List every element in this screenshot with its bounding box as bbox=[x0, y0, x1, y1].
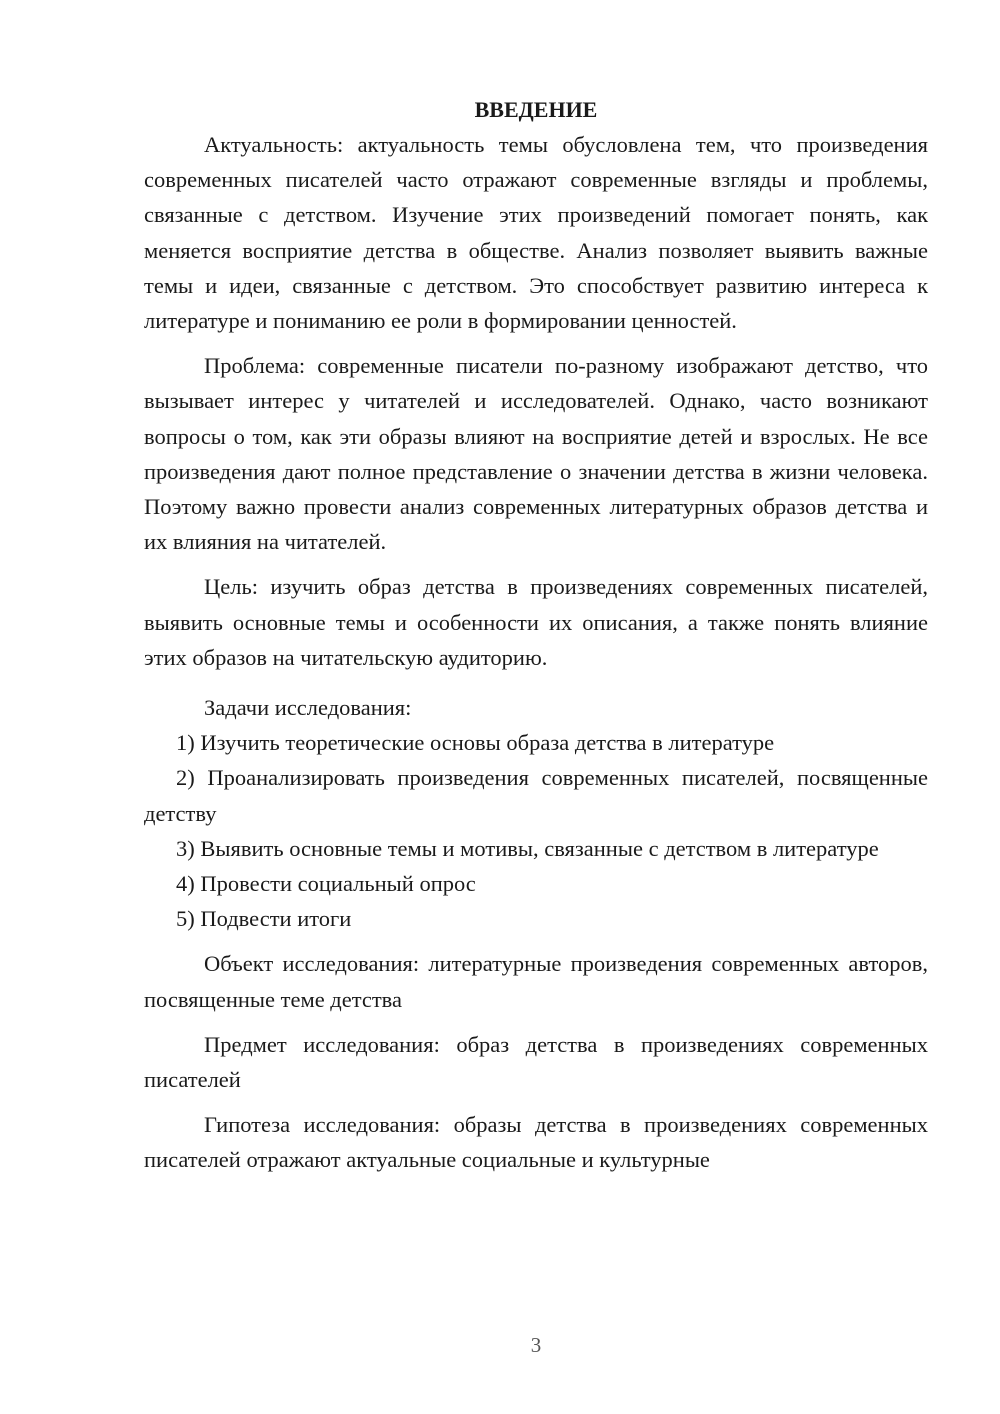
goal-paragraph: Цель: изучить образ детства в произведениях современных писателей, выявить основные темы и особенности их описания, а также понять влияние этих образов на читательскую аудиторию. bbox=[144, 574, 928, 670]
task-item-4: 4) Провести социальный опрос bbox=[176, 871, 476, 897]
tasks-heading: Задачи исследования: bbox=[204, 695, 412, 721]
task-item-1: 1) Изучить теоретические основы образа детства в литературе bbox=[176, 730, 775, 756]
hypothesis-paragraph: Гипотеза исследования: образы детства в произведениях современных писателей отражают актуальные социальные и культурные bbox=[144, 1112, 928, 1173]
document-page bbox=[144, 92, 928, 1178]
task-item-3: 3) Выявить основные темы и мотивы, связанные с детством в литературе bbox=[176, 835, 879, 861]
subject-paragraph: Предмет исследования: образ детства в произведениях современных писателей bbox=[144, 1031, 928, 1093]
relevance-paragraph: Актуальность: актуальность темы обусловлена тем, что произведения современных писателей часто отражают современные взгляды и проблемы, связанные с детством. Изучение этих произведений помогает понять, как меняется восприятие детства в обществе. Анализ позволяет выявить важные темы и идеи, связанные с детством. Это способствует развитию интереса к литературе и пониманию ее роли в формировании ценностей. bbox=[144, 132, 928, 334]
problem-paragraph: Проблема: современные писатели по-разному изображают детство, что вызывает интерес у читателей и исследователей. Однако, часто возникают вопросы о том, как эти образы влияют на восприятие детей и взрослых. Не все произведения дают полное представление о значении детства в жизни человека. Поэтому важно провести анализ современных литературных образов детства и их влияния на читателей. bbox=[144, 353, 928, 555]
page-number: 3 bbox=[530, 1333, 542, 1357]
task-item-2: 2) Проанализировать произведения современных писателей, посвященные детству bbox=[144, 765, 928, 826]
task-item-5: 5) Подвести итоги bbox=[176, 906, 352, 932]
section-heading: ВВЕДЕНИЕ bbox=[474, 97, 598, 122]
object-paragraph: Объект исследования: литературные произведения современных авторов, посвященные теме детства bbox=[144, 951, 928, 1012]
